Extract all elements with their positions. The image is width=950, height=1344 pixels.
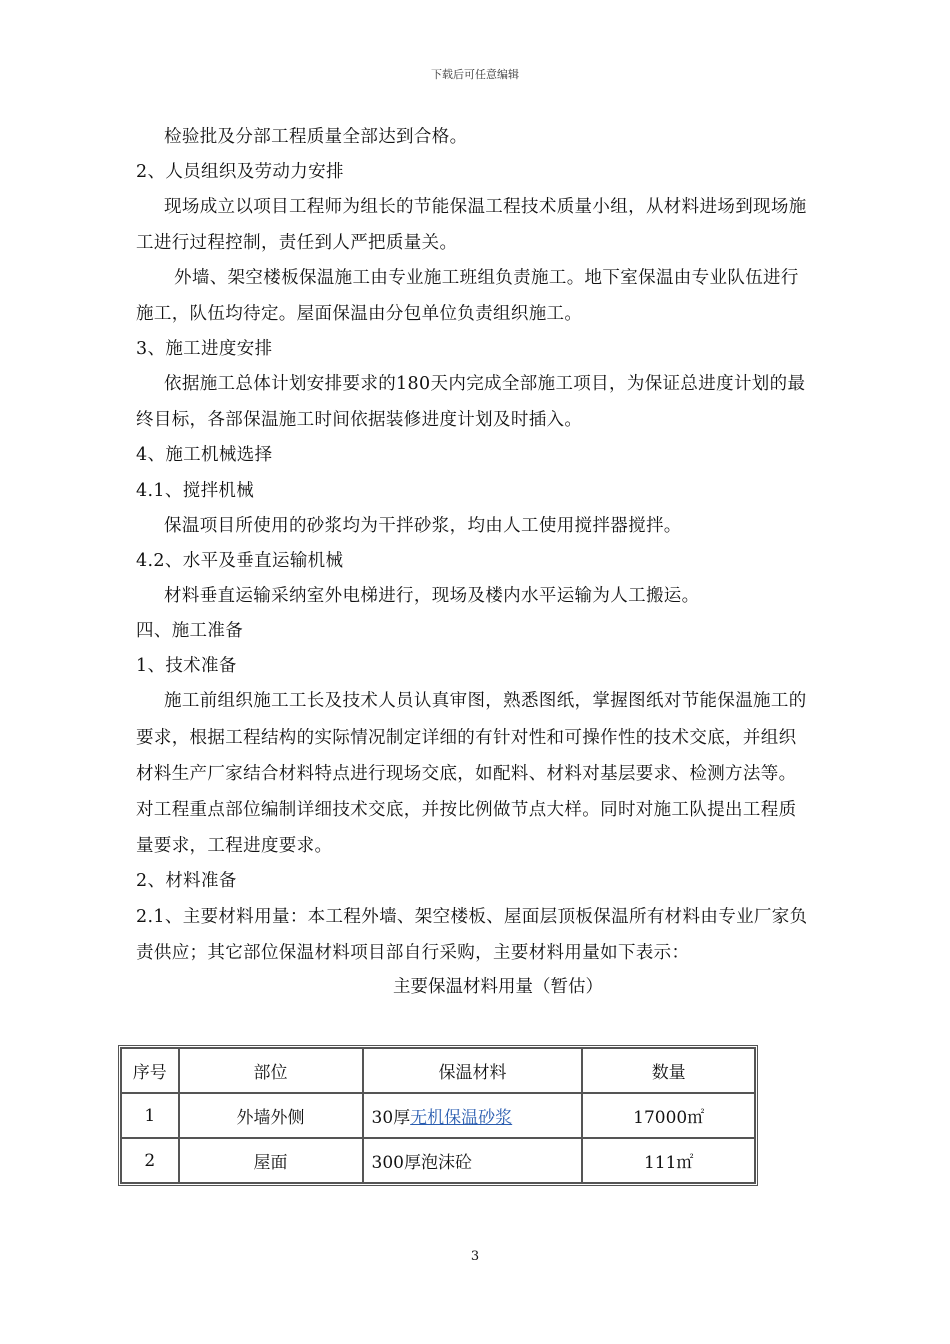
paragraph-line: 依据施工总体计划安排要求的180天内完成全部施工项目，为保证总进度计划的最: [164, 374, 806, 394]
section-heading: 3、施工进度安排: [136, 339, 273, 359]
paragraph-line: 工进行过程控制，责任到人严把质量关。: [136, 233, 458, 253]
materials-table: [118, 1045, 758, 1186]
paragraph-line: 材料垂直运输采纳室外电梯进行，现场及楼内水平运输为人工搬运。: [164, 586, 700, 606]
part-cell: 外墙外侧: [179, 1093, 363, 1138]
material-prefix: 30厚: [371, 1108, 411, 1128]
header-cell: 保温材料: [363, 1048, 583, 1093]
section-heading: 4.2、水平及垂直运输机械: [136, 551, 344, 571]
paragraph-line: 责供应；其它部位保温材料项目部自行采购，主要材料用量如下表示：: [136, 943, 690, 963]
page-number: 3: [470, 1249, 480, 1264]
part-cell: 屋面: [179, 1138, 363, 1183]
header-cell: 数量: [582, 1048, 755, 1093]
table-caption: 主要保温材料用量（暂估）: [393, 977, 603, 997]
material-link[interactable]: 无机保温砂浆: [410, 1108, 513, 1128]
section-heading: 2、人员组织及劳动力安排: [136, 162, 344, 182]
paragraph-line: 现场成立以项目工程师为组长的节能保温工程技术质量小组，从材料进场到现场施: [164, 197, 807, 217]
paragraph-line: 材料生产厂家结合材料特点进行现场交底，如配料、材料对基层要求、检测方法等。: [136, 764, 797, 784]
paragraph-line: 施工前组织施工工长及技术人员认真审图，熟悉图纸，掌握图纸对节能保温施工的: [164, 691, 807, 711]
paragraph-line: 对工程重点部位编制详细技术交底，并按比例做节点大样。同时对施工队提出工程质: [136, 800, 797, 820]
material-prefix: 300厚泡沫砼: [371, 1153, 472, 1173]
paragraph-line: 要求，根据工程结构的实际情况制定详细的有针对性和可操作性的技术交底，并组织: [136, 728, 797, 748]
row-number-cell: 2: [121, 1138, 179, 1183]
paragraph-line: 终目标，各部保温施工时间依据装修进度计划及时插入。: [136, 410, 583, 430]
paragraph-line: 2.1、主要材料用量：本工程外墙、架空楼板、屋面层顶板保温所有材料由专业厂家负: [136, 907, 808, 927]
paragraph-line: 施工，队伍均待定。屋面保温由分包单位负责组织施工。: [136, 304, 583, 324]
material-cell: [363, 1138, 583, 1183]
section-heading: 2、材料准备: [136, 871, 237, 891]
quantity-cell: 111㎡: [582, 1138, 755, 1183]
table-header-row: [121, 1048, 755, 1093]
section-heading: 4、施工机械选择: [136, 445, 273, 465]
paragraph-line: 检验批及分部工程质量全部达到合格。: [164, 127, 468, 147]
quantity-cell: 17000㎡: [582, 1093, 755, 1138]
table-row: [121, 1093, 755, 1138]
section-heading: 四、施工准备: [136, 621, 244, 641]
material-cell: [363, 1093, 583, 1138]
section-heading: 1、技术准备: [136, 656, 237, 676]
paragraph-line: 外墙、架空楼板保温施工由专业施工班组负责施工。地下室保温由专业队伍进行: [174, 268, 799, 288]
page-header: 下载后可任意编辑: [431, 68, 519, 81]
table-row: [121, 1138, 755, 1183]
section-heading: 4.1、搅拌机械: [136, 481, 255, 501]
paragraph-line: 保温项目所使用的砂浆均为干拌砂浆，均由人工使用搅拌器搅拌。: [164, 516, 682, 536]
paragraph-line: 量要求，工程进度要求。: [136, 836, 333, 856]
header-cell: 部位: [179, 1048, 363, 1093]
header-cell: 序号: [121, 1048, 179, 1093]
row-number-cell: 1: [121, 1093, 179, 1138]
